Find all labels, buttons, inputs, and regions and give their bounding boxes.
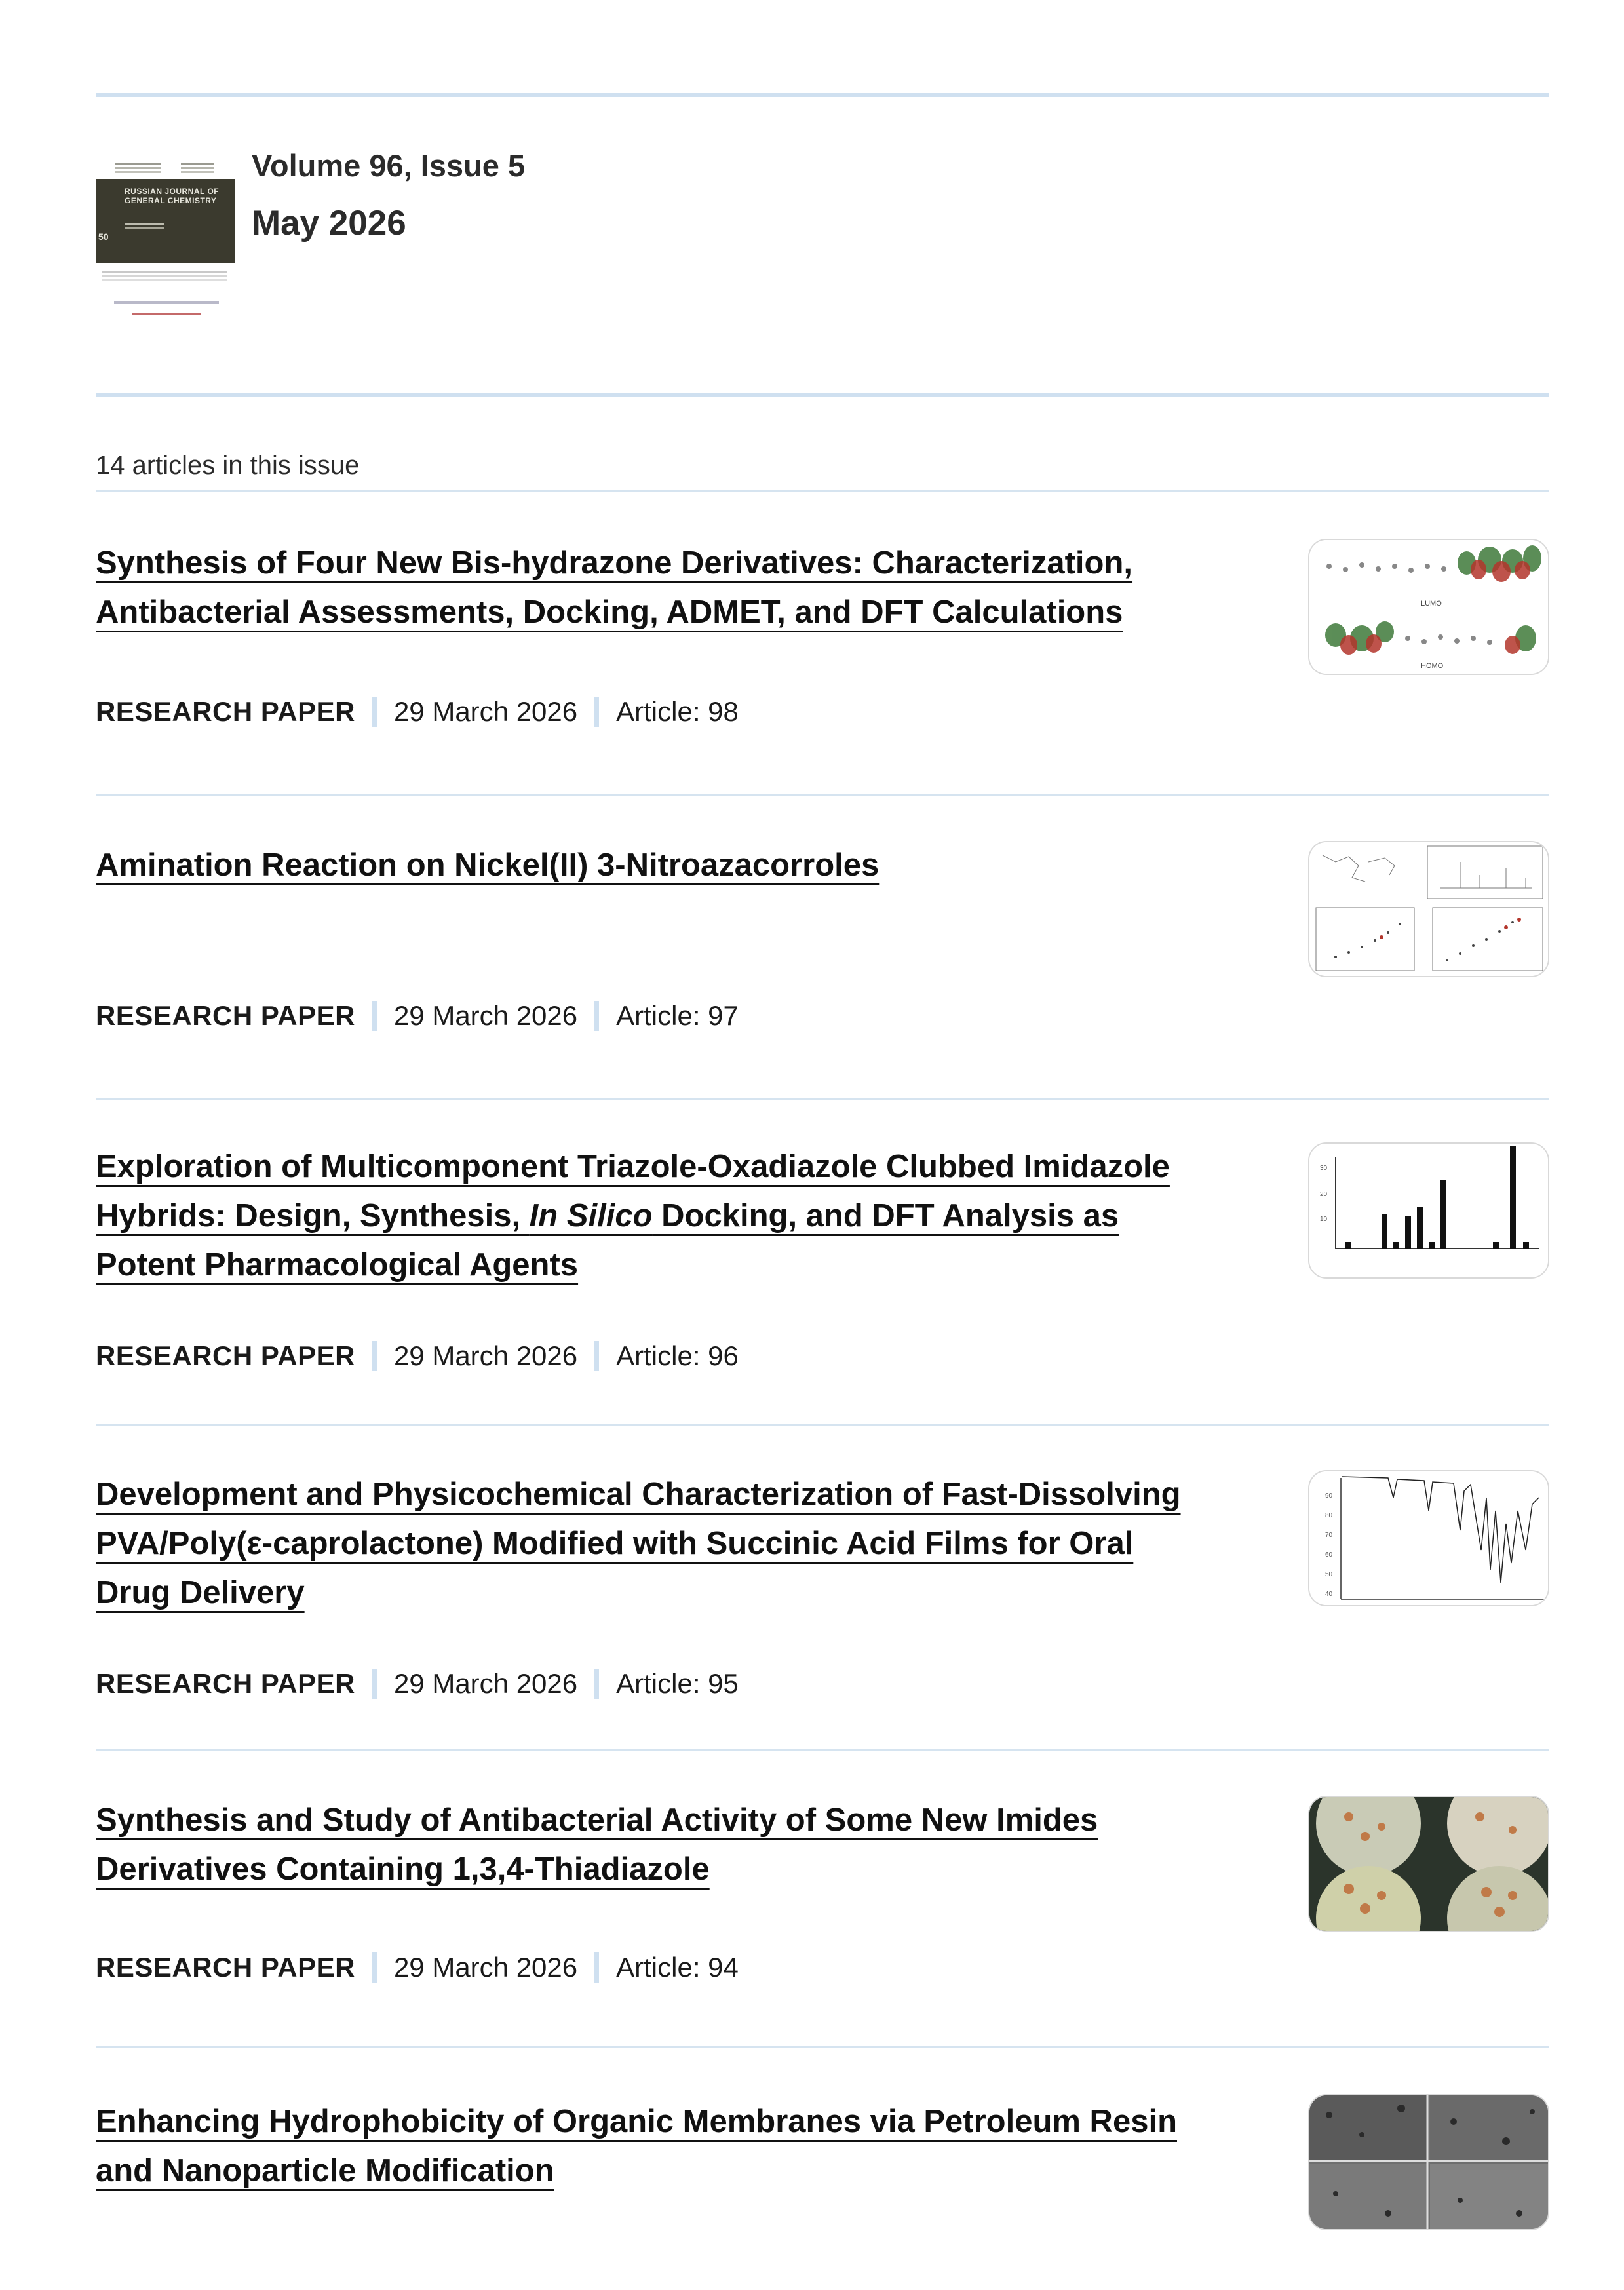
title-segment[interactable]: Docking, and DFT Analysis as — [652, 1198, 1119, 1233]
cover-band — [96, 179, 235, 263]
article-thumbnail[interactable] — [1308, 1470, 1549, 1606]
article-title-link[interactable] — [96, 539, 1249, 637]
article-title-link[interactable] — [96, 2097, 1249, 2196]
article-title-line[interactable]: Derivatives Containing 1,3,4-Thiadiazole — [96, 1852, 710, 1887]
ir-tick-label: 90 — [1325, 1492, 1333, 1500]
article-thumbnail[interactable] — [1308, 841, 1549, 977]
article-type: RESEARCH PAPER — [96, 696, 355, 727]
articles-count: 14 articles in this issue — [96, 451, 360, 480]
article-number: Article: 94 — [616, 1952, 739, 1983]
article-title-line[interactable]: Amination Reaction on Nickel(II) 3-Nitroazacorroles — [96, 847, 880, 883]
article-type: RESEARCH PAPER — [96, 1340, 355, 1371]
cover-small-text — [102, 271, 227, 273]
count-divider — [96, 490, 1549, 492]
orbital-label-bottom: HOMO — [1421, 662, 1444, 670]
meta-separator — [594, 1952, 599, 1983]
article-divider — [96, 794, 1549, 796]
cover-number: 50 — [98, 231, 109, 242]
meta-separator — [372, 1952, 377, 1983]
cover-title-line-2: GENERAL CHEMISTRY — [125, 196, 217, 205]
article-date: 29 March 2026 — [393, 1340, 578, 1371]
article-title-line[interactable]: Potent Pharmacological Agents — [96, 1247, 579, 1283]
article-type: RESEARCH PAPER — [96, 1952, 355, 1983]
journal-cover-image[interactable] — [96, 161, 235, 326]
orbital-figure — [1309, 540, 1548, 674]
article-title-link[interactable] — [96, 1470, 1249, 1618]
cover-top-text-right — [181, 163, 214, 165]
meta-separator — [372, 1341, 377, 1371]
meta-separator — [594, 1669, 599, 1699]
ir-tick-label: 40 — [1325, 1591, 1333, 1598]
issue-date: May 2026 — [252, 204, 406, 243]
article-title-line[interactable]: Synthesis and Study of Antibacterial Activity of Some New Imides — [96, 1802, 1098, 1838]
publisher-logo — [114, 301, 219, 304]
article-divider — [96, 2046, 1549, 2048]
meta-separator — [594, 697, 599, 727]
bar-figure — [1309, 1144, 1548, 1277]
article-date: 29 March 2026 — [393, 1000, 578, 1031]
title-italic-segment[interactable]: In Silico — [529, 1198, 653, 1233]
article-title-line[interactable]: PVA/Poly(ε-caprolactone) Modified with Succinic Acid Films for Oral — [96, 1526, 1134, 1561]
article-divider — [96, 1424, 1549, 1426]
article-divider — [96, 1098, 1549, 1100]
cover-subtitle-lines — [125, 223, 164, 225]
article-title-link[interactable] — [96, 1796, 1249, 1894]
article-thumbnail[interactable] — [1308, 1142, 1549, 1279]
article-date: 29 March 2026 — [393, 1668, 578, 1699]
spectra-figure — [1309, 842, 1548, 976]
bar-tick-label: 10 — [1320, 1216, 1328, 1223]
article-meta — [96, 1000, 739, 1032]
orbital-label-top: LUMO — [1421, 600, 1442, 608]
article-meta — [96, 1340, 739, 1372]
top-divider — [96, 93, 1549, 97]
title-segment[interactable]: Hybrids: Design, Synthesis, — [96, 1198, 530, 1233]
article-title-link[interactable] — [96, 1142, 1249, 1290]
article-title-line[interactable]: Drug Delivery — [96, 1575, 305, 1610]
article-thumbnail[interactable] — [1308, 539, 1549, 675]
ir-tick-label: 80 — [1325, 1512, 1333, 1519]
article-title-line[interactable]: Antibacterial Assessments, Docking, ADMET, and DFT Calculations — [96, 594, 1123, 630]
article-title-line[interactable]: and Nanoparticle Modification — [96, 2153, 554, 2188]
ir-tick-label: 50 — [1325, 1571, 1333, 1578]
cover-title — [125, 187, 219, 205]
article-date: 29 March 2026 — [393, 1952, 578, 1983]
article-number: Article: 98 — [616, 696, 739, 727]
meta-separator — [594, 1341, 599, 1371]
article-number: Article: 97 — [616, 1000, 739, 1031]
article-divider — [96, 1749, 1549, 1751]
sem-image — [1309, 2095, 1548, 2229]
article-type: RESEARCH PAPER — [96, 1668, 355, 1699]
ir-tick-label: 70 — [1325, 1532, 1333, 1539]
issue-volume: Volume 96, Issue 5 — [252, 148, 526, 183]
bar-tick-label: 20 — [1320, 1191, 1328, 1198]
article-number: Article: 95 — [616, 1668, 739, 1699]
article-meta — [96, 1952, 739, 1983]
ir-tick-label: 60 — [1325, 1551, 1333, 1559]
meta-separator — [372, 1669, 377, 1699]
article-title-line[interactable]: Exploration of Multicomponent Triazole-Oxadiazole Clubbed Imidazole — [96, 1149, 1170, 1184]
distributor-logo — [132, 313, 201, 315]
article-number: Article: 96 — [616, 1340, 739, 1371]
article-thumbnail[interactable] — [1308, 1796, 1549, 1932]
article-title-line[interactable]: Synthesis of Four New Bis-hydrazone Derivatives: Characterization, — [96, 545, 1133, 581]
cover-top-text — [115, 163, 161, 165]
meta-separator — [594, 1001, 599, 1031]
petri-dish-photo — [1309, 1797, 1548, 1931]
article-meta — [96, 1668, 739, 1699]
article-thumbnail[interactable] — [1308, 2094, 1549, 2230]
bar-tick-label: 30 — [1320, 1165, 1328, 1172]
article-title-link[interactable] — [96, 841, 1249, 890]
article-date: 29 March 2026 — [393, 696, 578, 727]
header-divider — [96, 393, 1549, 397]
ir-spectrum-figure — [1309, 1471, 1548, 1605]
meta-separator — [372, 1001, 377, 1031]
article-title-line[interactable] — [96, 1198, 1119, 1233]
article-title-line[interactable]: Enhancing Hydrophobicity of Organic Membranes via Petroleum Resin — [96, 2104, 1177, 2139]
meta-separator — [372, 697, 377, 727]
article-title-line[interactable]: Development and Physicochemical Characterization of Fast-Dissolving — [96, 1477, 1181, 1512]
article-meta — [96, 696, 739, 728]
cover-title-line-1: RUSSIAN JOURNAL OF — [125, 187, 220, 196]
article-type: RESEARCH PAPER — [96, 1000, 355, 1031]
